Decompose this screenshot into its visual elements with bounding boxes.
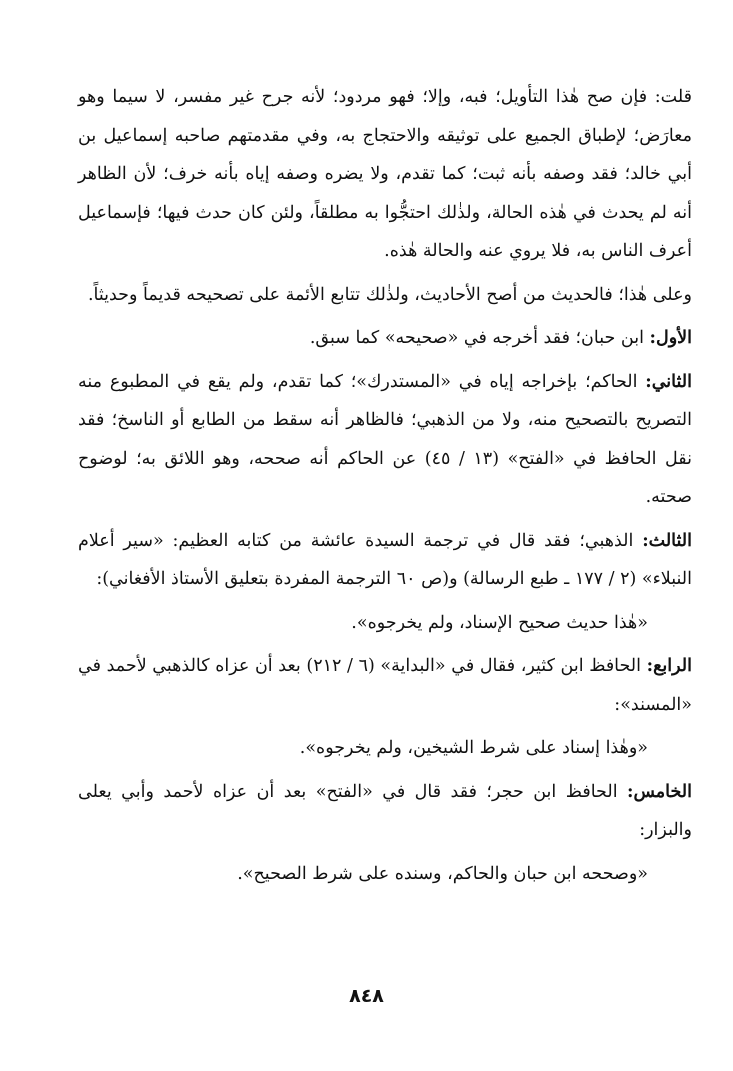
paragraph-fourth xyxy=(78,647,692,724)
paragraph-text: وعلى هٰذا؛ فالحديث من أصح الأحاديث، ولذٰلك تتابع الأئمة على تصحيحه قديماً وحديثاً. xyxy=(87,284,692,305)
quotation-dhahabi xyxy=(78,604,692,643)
paragraph-second xyxy=(78,363,692,517)
paragraph-heading: الثالث: xyxy=(642,530,692,551)
page-number: ٨٤٨ xyxy=(349,985,384,1007)
paragraph-heading: الأول: xyxy=(649,328,692,348)
paragraph-text: الذهبي؛ فقد قال في ترجمة السيدة عائشة من كتابه العظيم: «سير أعلام النبلاء» (٢ / ١٧٧ ـ طبع الرسالة) و(ص ٦٠ الترجمة المفردة بتعليق الأستاذ الأفغاني): xyxy=(78,530,692,589)
paragraph-fifth xyxy=(78,773,692,850)
paragraph-text: الحافظ ابن حجر؛ فقد قال في «الفتح» بعد أن عزاه لأحمد وأبي يعلى والبزار: xyxy=(78,781,692,840)
paragraph-text: الحاكم؛ بإخراجه إياه في «المستدرك»؛ كما تقدم، ولم يقع في المطبوع منه التصريح بالتصحيح منه، ولا من الذهبي؛ فالظاهر أنه سقط من الطابع أو الناسخ؛ فقد نقل الحافظ في «الفتح» (١٣ / ٤٥) عن الحاكم أنه صححه، وهو اللائق به؛ لوضوح صحته. xyxy=(78,371,693,507)
paragraph-summary xyxy=(78,276,692,315)
page-body xyxy=(78,78,692,893)
quotation-text: «هٰذا حديث صحيح الإسناد، ولم يخرجوه». xyxy=(351,612,648,633)
quotation-text: «وهٰذا إسناد على شرط الشيخين، ولم يخرجوه». xyxy=(299,738,648,758)
quotation-text: «وصححه ابن حبان والحاكم، وسنده على شرط الصحيح». xyxy=(237,863,648,884)
paragraph-text: الحافظ ابن كثير، فقال في «البداية» (٦ / ٢١٢) بعد أن عزاه كالذهبي لأحمد في «المسند»: xyxy=(78,656,692,715)
paragraph-heading: الخامس: xyxy=(627,781,692,802)
paragraph-first xyxy=(78,319,692,358)
paragraph-third xyxy=(78,522,692,599)
paragraph-heading: الرابع: xyxy=(646,656,692,676)
paragraph-intro xyxy=(78,78,692,271)
quotation-ibn-hajar xyxy=(78,855,692,894)
paragraph-heading: الثاني: xyxy=(645,371,692,392)
quotation-ibn-kathir xyxy=(78,729,692,768)
paragraph-text: ابن حبان؛ فقد أخرجه في «صحيحه» كما سبق. xyxy=(309,328,650,348)
paragraph-text: قلت: فإن صح هٰذا التأويل؛ فبه، وإلا؛ فهو مردود؛ لأنه جرح غير مفسر، لا سيما وهو معارَض؛ لإطباق الجميع على توثيقه والاحتجاج به، وفي مقدمتهم صاحبه إسماعيل بن أبي خالد؛ فقد وصفه بأنه ثبت؛ كما تقدم، ولا يضره وصفه إياه بأنه خرف؛ لأن الظاهر أنه لم يحدث في هٰذه الحالة، ولذٰلك احتجُّوا به مطلقاً، ولئن كان حدث فيها؛ فإسماعيل أعرف الناس به، فلا يروي عنه والحالة هٰذه. xyxy=(78,87,692,261)
